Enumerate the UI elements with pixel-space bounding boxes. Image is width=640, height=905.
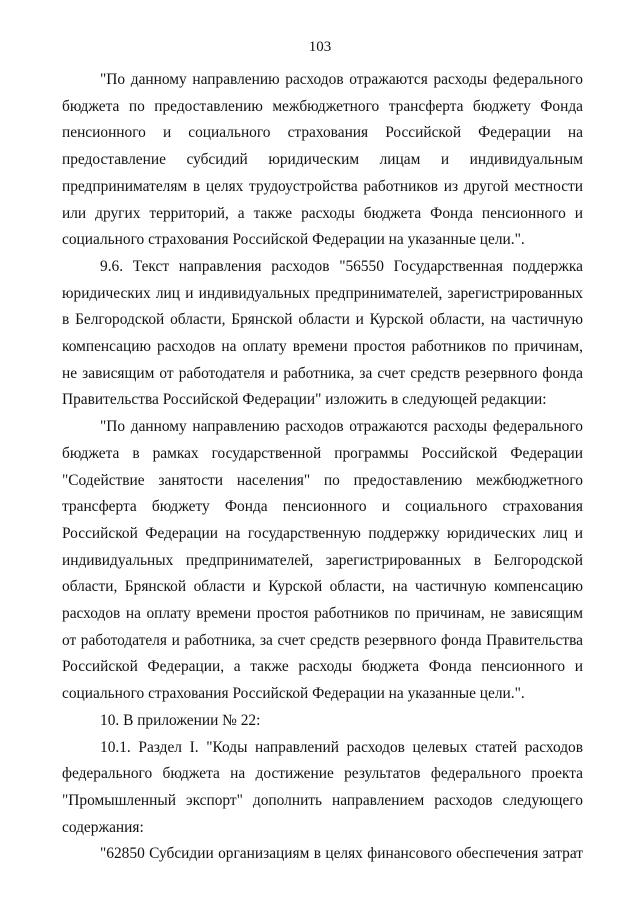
document-body [62,67,583,868]
paragraph-federal-budget-transfer: "По данному направлению расходов отражаются расходы федерального бюджета по предоставлению межбюджетного трансферта бюджету Фонда пенсионного и социального страхования Российской Федерации на предоставление субсидий юридическим лицам и индивидуальным предпринимателям в целях трудоустройства работников из другой местности или других территорий, а также расходы бюджета Фонда пенсионного и социального страхования Российской Федерации на указанные цели.". [62,71,583,249]
page-number: 103 [308,39,332,55]
paragraph-new-wording: "По данному направлению расходов отражаются расходы федерального бюджета в рамках государственной программы Российской Федерации "Содействие занятости населения" по предоставлению межбюджетного трансферта бюджету Фонда пенсионного и социального страхования Российской Федерации на государственную поддержку юридических лиц и индивидуальных предпринимателей, зарегистрированных в Белгородской области, Брянской области и Курской области, на частичную компенсацию расходов на оплату времени простоя работников по причинам, не зависящим от работодателя и работника, за счет средств резервного фонда Правительства Российской Федерации, а также расходы бюджета Фонда пенсионного и социального страхования Российской Федерации на указанные цели.". [62,418,583,703]
paragraph-62850-subsidies: "62850 Субсидии организациям в целях финансового обеспечения затрат [100,845,583,863]
paragraph-10-1-section-1: 10.1. Раздел I. "Коды направлений расходов целевых статей расходов федерального бюджета на достижение результатов федерального проекта "Промышленный экспорт" дополнить направлением расходов следующего содержания: [62,738,583,836]
paragraph-10-appendix-22: 10. В приложении № 22: [100,711,261,729]
paragraph-9-6: 9.6. Текст направления расходов "56550 Государственная поддержка юридических лиц и индивидуальных предпринимателей, зарегистрированных в Белгородской области, Брянской области и Курской области, на частичную компенсацию расходов на оплату времени простоя работников по причинам, не зависящим от работодателя и работника, за счет средств резервного фонда Правительства Российской Федерации" изложить в следующей редакции: [62,257,583,409]
